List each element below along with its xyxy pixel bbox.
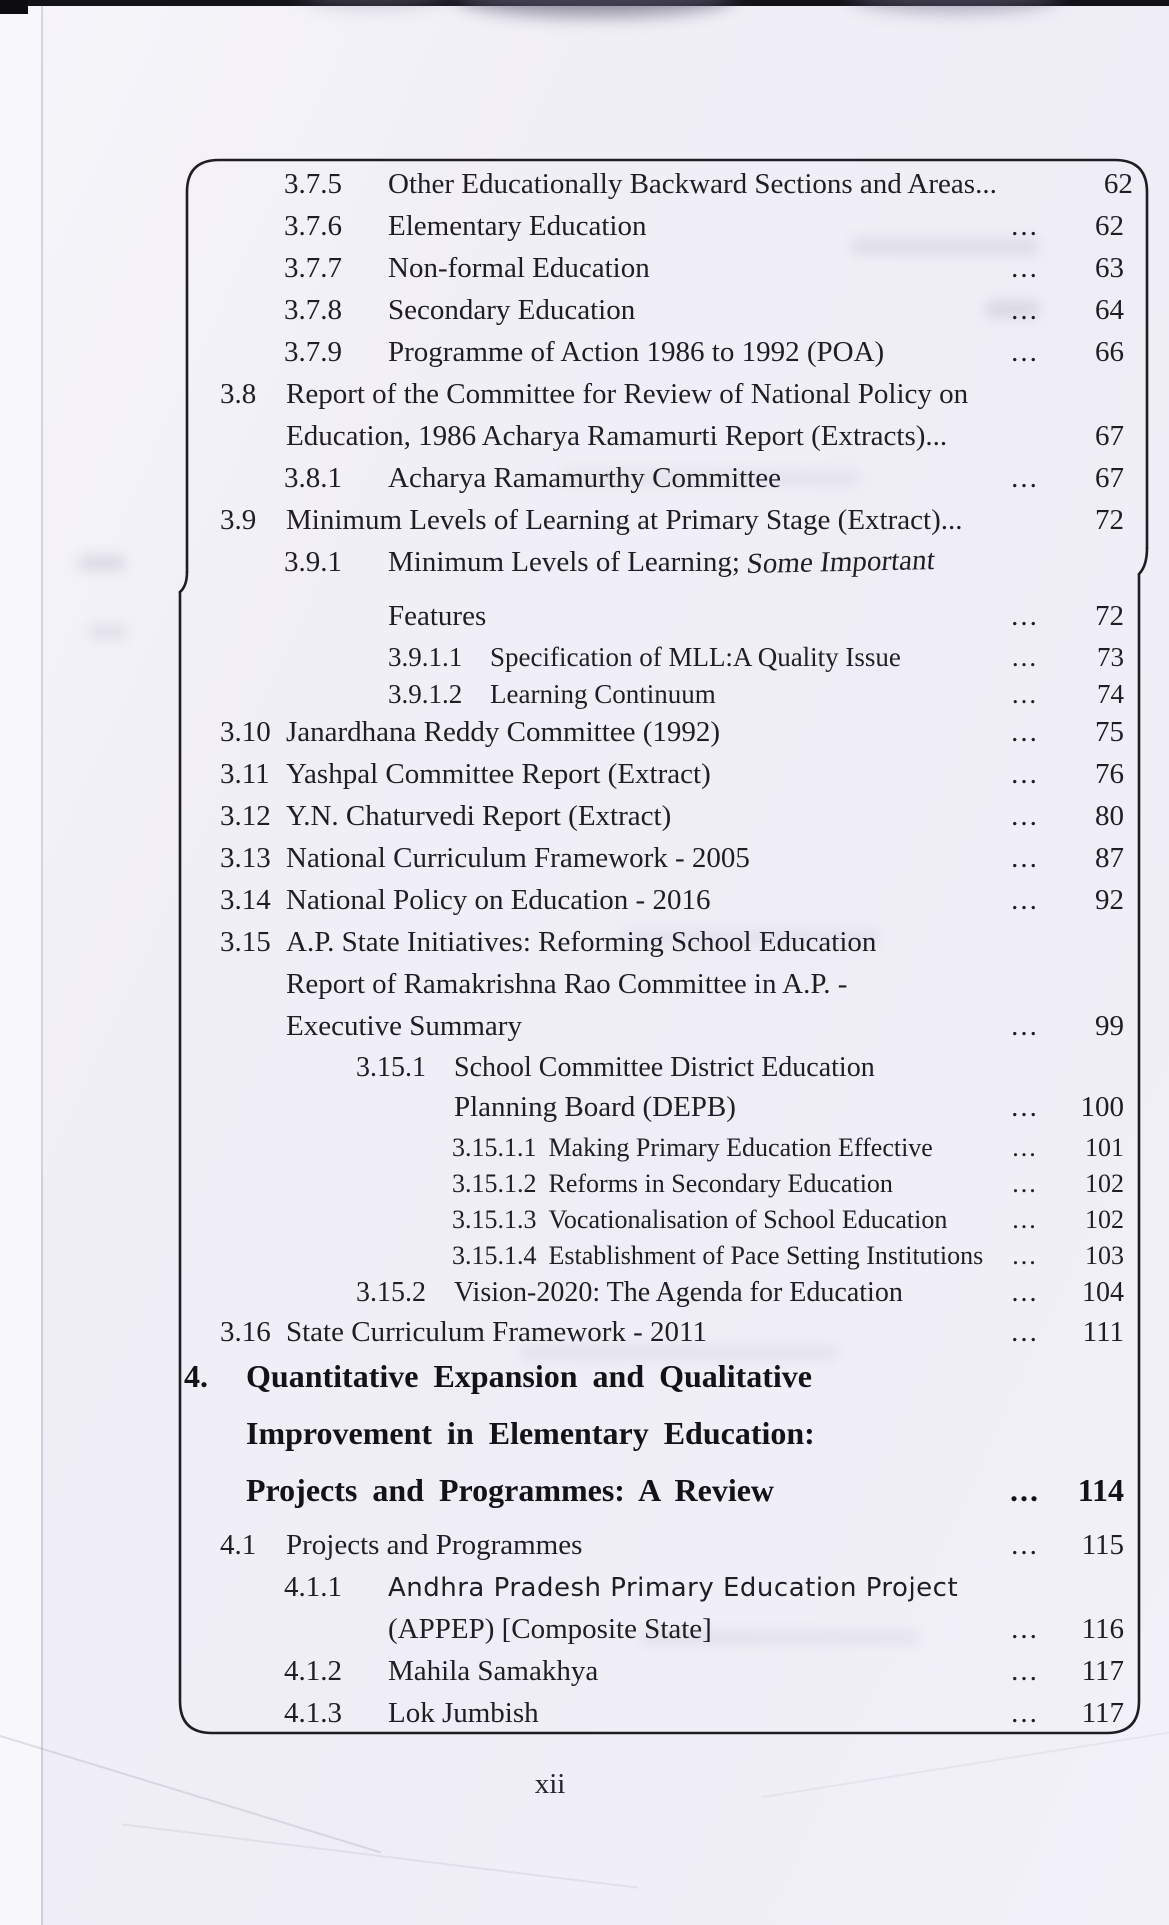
toc-entry-title: Planning Board (DEPB) (454, 1091, 736, 1123)
toc-page-number: 75 (1095, 716, 1124, 748)
toc-row (184, 462, 1136, 504)
toc-row (184, 1529, 1136, 1571)
toc-entry-number: 3.9.1.2 (388, 679, 463, 709)
toc-entry-number: 3.14 (220, 884, 271, 916)
toc-row (184, 294, 1136, 336)
toc-page-number: 62 (1095, 210, 1124, 242)
toc-entry-number: 4.1.2 (284, 1655, 342, 1687)
toc-row (184, 546, 1136, 588)
toc-row (184, 758, 1136, 800)
toc-dot-leader: ... (1011, 800, 1039, 832)
toc-row (184, 1091, 1136, 1133)
toc-dot-leader: ... (1011, 336, 1039, 368)
toc-dot-leader: ... (1012, 1205, 1038, 1234)
toc-dot-leader: ... (1011, 600, 1039, 632)
toc-entry-title: Improvement in Elementary Education: (246, 1415, 815, 1451)
toc-entry-title: Projects and Programmes (286, 1529, 583, 1561)
toc-page-number: 66 (1095, 336, 1124, 368)
toc-entry-title: Lok Jumbish (388, 1697, 539, 1729)
toc-dot-leader: ... (1011, 1091, 1039, 1123)
toc-page-number: 64 (1095, 294, 1124, 326)
toc-page-number: 73 (1097, 642, 1124, 672)
toc-entry-number: 4. (184, 1358, 208, 1394)
toc-entry-title: Report of the Committee for Review of National Policy on (286, 378, 969, 410)
toc-page-number: 101 (1085, 1133, 1124, 1162)
toc-row (184, 1358, 1136, 1415)
toc-dot-leader: ... (1011, 1277, 1039, 1308)
toc-dot-leader: ... (1011, 252, 1039, 284)
toc-row (184, 679, 1136, 716)
toc-entry-title: Acharya Ramamurthy Committee (388, 462, 782, 494)
toc-page-number: 72 (1095, 600, 1124, 632)
toc-entry-title: Janardhana Reddy Committee (1992) (286, 716, 721, 748)
toc-row (184, 1697, 1136, 1739)
page-number-footer (0, 1768, 1100, 1801)
toc-entry-title: Making Primary Education Effective (548, 1133, 933, 1162)
toc-page-number: 99 (1095, 1010, 1124, 1042)
toc-entry-number: 3.9 (220, 504, 257, 536)
toc-entry-title: Andhra Pradesh Primary Education Project (388, 1573, 959, 1603)
toc-entry-title: Specification of MLL:A Quality Issue (490, 642, 901, 672)
toc-page-number: 114 (1077, 1472, 1124, 1508)
toc-entry-title: Education, 1986 Acharya Ramamurti Report (Extracts)... (286, 420, 948, 452)
toc-entry-number: 3.15.1.1 (452, 1133, 537, 1162)
toc-row (184, 1316, 1136, 1358)
toc-row (184, 1241, 1136, 1277)
toc-row (184, 1169, 1136, 1205)
toc-dot-leader: ... (1011, 462, 1039, 494)
toc-row (184, 1133, 1136, 1169)
toc-entry-number: 3.15.1.2 (452, 1169, 537, 1198)
toc-page-number: 111 (1082, 1316, 1124, 1348)
toc-entry-number: 3.16 (220, 1316, 271, 1348)
toc-entry-title: National Curriculum Framework - 2005 (286, 842, 750, 874)
toc-row (184, 642, 1136, 679)
toc-dot-leader: ... (1011, 210, 1039, 242)
toc-entry-title: Y.N. Chaturvedi Report (Extract) (286, 800, 672, 832)
toc-entry-title: Programme of Action 1986 to 1992 (POA) (388, 336, 885, 368)
toc-dot-leader: ... (1011, 716, 1039, 748)
toc-entry-title: Yashpal Committee Report (Extract) (286, 758, 711, 790)
toc-row (184, 842, 1136, 884)
toc-row (184, 252, 1136, 294)
toc-entry-title: State Curriculum Framework - 2011 (286, 1316, 707, 1348)
toc-page-number: 100 (1080, 1091, 1124, 1123)
toc-page-number: 67 (1095, 420, 1124, 452)
toc-row (184, 800, 1136, 842)
toc-row (184, 1052, 1136, 1091)
toc-entry-title: Learning Continuum (490, 679, 716, 709)
toc-row (184, 968, 1136, 1010)
toc-row (184, 1415, 1136, 1472)
toc-page-number: 102 (1085, 1205, 1124, 1234)
toc-row (184, 1205, 1136, 1241)
toc-dot-leader: ... (1011, 642, 1039, 672)
toc-dot-leader: ... (1011, 758, 1039, 790)
toc-entry-title: Report of Ramakrishna Rao Committee in A.P. - (286, 968, 848, 1000)
toc-row (184, 1277, 1136, 1316)
toc-dot-leader: ... (1011, 1529, 1039, 1561)
toc-row (184, 378, 1136, 420)
toc-page-number: 117 (1081, 1697, 1124, 1729)
toc-dot-leader: ... (1011, 1697, 1039, 1729)
toc-entry-number: 4.1 (220, 1529, 257, 1561)
toc-entry-number: 3.9.1.1 (388, 642, 463, 672)
toc-page-number: 116 (1081, 1613, 1124, 1645)
toc-row (184, 1613, 1136, 1655)
toc-dot-leader: ... (1012, 1241, 1038, 1270)
toc-entry-number: 3.8 (220, 378, 257, 410)
toc-entry-title: Projects and Programmes: A Review (246, 1472, 775, 1508)
toc-row (184, 600, 1136, 642)
toc-entry-number: 3.11 (220, 758, 270, 790)
toc-entry-title: A.P. State Initiatives: Reforming School Education (286, 926, 877, 958)
toc-entry-number: 3.8.1 (284, 462, 342, 494)
toc-entry-title: Establishment of Pace Setting Institutions (548, 1241, 984, 1270)
toc-dot-leader: ... (1010, 1472, 1040, 1508)
table-of-contents (184, 168, 1136, 1739)
toc-entry-title: Elementary Education (388, 210, 647, 242)
toc-entry-title: Non-formal Education (388, 252, 650, 284)
toc-page-number: 103 (1085, 1241, 1124, 1270)
toc-entry-title: Vocationalisation of School Education (548, 1205, 948, 1234)
toc-entry-number: 3.15.1.3 (452, 1205, 537, 1234)
toc-page-number: 80 (1095, 800, 1124, 832)
toc-entry-number: 3.15 (220, 926, 271, 958)
toc-page-number: 62 (1103, 168, 1133, 200)
page-number-label: xii (534, 1768, 566, 1800)
toc-entry-title: Reforms in Secondary Education (548, 1169, 893, 1198)
toc-page-number: 117 (1081, 1655, 1124, 1687)
toc-entry-title: Quantitative Expansion and Qualitative (246, 1358, 812, 1394)
toc-entry-number: 3.10 (220, 716, 271, 748)
toc-entry-title: Minimum Levels of Learning at Primary Stage (Extract)... (286, 504, 963, 536)
toc-page-number: 102 (1085, 1169, 1124, 1198)
toc-dot-leader: ... (1011, 679, 1039, 709)
toc-dot-leader: ... (1011, 884, 1039, 916)
toc-entry-number: 4.1.1 (284, 1571, 342, 1603)
toc-entry-title: Vision-2020: The Agenda for Education (454, 1277, 903, 1308)
toc-dot-leader: ... (1012, 1133, 1038, 1162)
toc-page-number: 115 (1081, 1529, 1124, 1561)
toc-row (184, 168, 1136, 210)
toc-entry-number: 3.12 (220, 800, 271, 832)
toc-dot-leader: ... (1011, 1010, 1039, 1042)
toc-dot-leader: ... (1012, 1169, 1038, 1198)
toc-entry-number: 3.7.6 (284, 210, 342, 242)
toc-dot-leader: ... (1011, 842, 1039, 874)
toc-row (184, 336, 1136, 378)
toc-entry-number: 3.13 (220, 842, 271, 874)
toc-dot-leader: ... (1011, 1316, 1039, 1348)
toc-dot-leader: ... (1011, 1655, 1039, 1687)
toc-dot-leader: ... (1011, 1613, 1039, 1645)
toc-entry-title: Minimum Levels of Learning; Some Important (388, 544, 937, 580)
toc-entry-title: School Committee District Education (454, 1052, 875, 1083)
toc-row (184, 926, 1136, 968)
toc-entry-title-emphasis: Some Important (745, 544, 937, 580)
toc-entry-title: Other Educationally Backward Sections and Areas... (388, 168, 997, 200)
toc-row (184, 1010, 1136, 1052)
toc-row (184, 210, 1136, 252)
toc-page-number: 74 (1097, 679, 1124, 709)
toc-entry-title: Secondary Education (388, 294, 636, 326)
toc-row (184, 1571, 1136, 1613)
toc-row (184, 420, 1136, 462)
toc-page-number: 72 (1095, 504, 1124, 536)
toc-row (184, 884, 1136, 926)
toc-entry-number: 3.15.1.4 (452, 1241, 537, 1270)
toc-entry-number: 3.7.8 (284, 294, 342, 326)
toc-entry-number: 3.15.2 (356, 1277, 426, 1308)
toc-page-number: 63 (1095, 252, 1124, 284)
toc-entry-number: 3.7.7 (284, 252, 342, 284)
toc-entry-number: 3.7.9 (284, 336, 342, 368)
toc-page-number: 104 (1082, 1277, 1124, 1308)
toc-entry-title: National Policy on Education - 2016 (286, 884, 711, 916)
toc-entry-number: 3.9.1 (284, 546, 342, 578)
toc-page-number: 67 (1095, 462, 1124, 494)
toc-page-number: 76 (1095, 758, 1124, 790)
toc-entry-title: Features (388, 600, 487, 632)
toc-entry-number: 4.1.3 (284, 1697, 342, 1729)
toc-entry-title: Mahila Samakhya (388, 1655, 599, 1687)
toc-entry-number: 3.15.1 (356, 1052, 426, 1083)
toc-row (184, 504, 1136, 546)
toc-row (184, 716, 1136, 758)
toc-row (184, 1472, 1136, 1529)
toc-entry-title: (APPEP) [Composite State] (388, 1613, 712, 1645)
toc-entry-title: Executive Summary (286, 1010, 522, 1042)
toc-page-number: 87 (1095, 842, 1124, 874)
toc-page-number: 92 (1095, 884, 1124, 916)
toc-entry-number: 3.7.5 (284, 168, 342, 200)
toc-dot-leader: ... (1011, 294, 1039, 326)
toc-row (184, 1655, 1136, 1697)
